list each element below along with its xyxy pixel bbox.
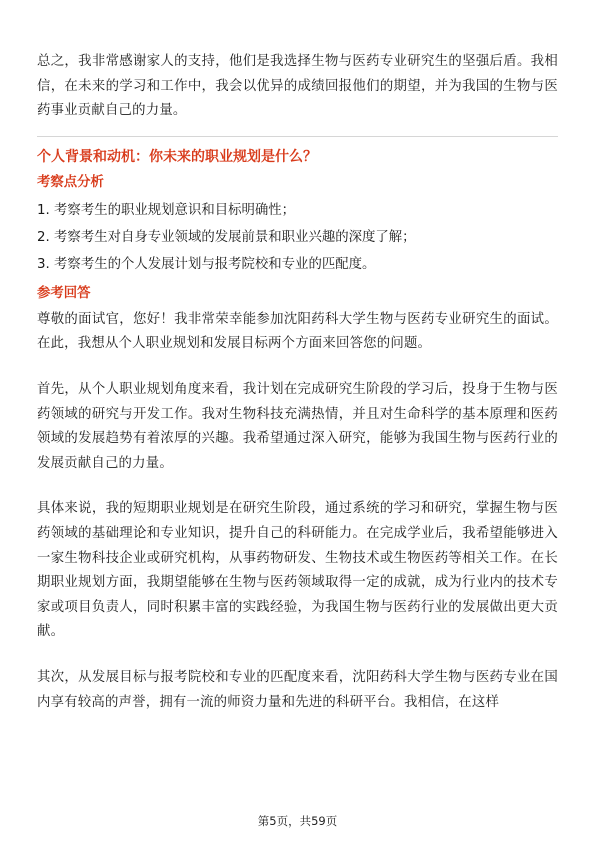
answer-heading: 参考回答 — [37, 285, 91, 301]
question-heading: 个人背景和动机：你未来的职业规划是什么？ — [37, 148, 317, 165]
closing-paragraph: 总之，我非常感谢家人的支持，他们是我选择生物与医药专业研究生的坚强后盾。我相信，在未来的学习和工作中，我会以优异的成绩回报他们的期望，并为我国的生物与医药事业贡献自己的力量。 — [37, 54, 558, 119]
answer-paragraph: 其次，从发展目标与报考院校和专业的匹配度来看，沈阳药科大学生物与医药专业在国内享有较高的声誉，拥有一流的师资力量和先进的科研平台。我相信，在这样 — [37, 669, 558, 710]
page-content — [37, 50, 558, 715]
analysis-heading: 考察点分析 — [37, 174, 104, 190]
analysis-item: 2. 考察考生对自身专业领域的发展前景和职业兴趣的深度了解； — [37, 229, 416, 245]
answer-paragraph: 首先，从个人职业规划角度来看，我计划在完成研究生阶段的学习后，投身于生物与医药领域的研究与开发工作。我对生物科技充满热情，并且对生命科学的基本原理和医药领域的发展趋势有着浓厚的兴趣。我希望通过深入研究，能够为我国生物与医药行业的发展贡献自己的力量。 — [37, 381, 558, 471]
page-number-footer: 第5页，共59页 — [257, 814, 338, 828]
answer-paragraph: 具体来说，我的短期职业规划是在研究生阶段，通过系统的学习和研究，掌握生物与医药领域的基础理论和专业知识，提升自己的科研能力。在完成学业后，我希望能够进入一家生物科技企业或研究机构，从事药物研发、生物技术或生物医药等相关工作。在长期职业规划方面，我期望能够在生物与医药领域取得一定的成就，成为行业内的技术专家或项目负责人，同时积累丰富的实践经验，为我国生物与医药行业的发展做出更大贡献。 — [37, 501, 558, 640]
analysis-item: 3. 考察考生的个人发展计划与报考院校和专业的匹配度。 — [37, 256, 376, 272]
section-divider — [37, 136, 558, 137]
answer-paragraph: 尊敬的面试官，您好！我非常荣幸能参加沈阳药科大学生物与医药专业研究生的面试。在此，我想从个人职业规划和发展目标两个方面来回答您的问题。 — [37, 311, 558, 352]
analysis-item: 1. 考察考生的职业规划意识和目标明确性； — [37, 202, 296, 218]
